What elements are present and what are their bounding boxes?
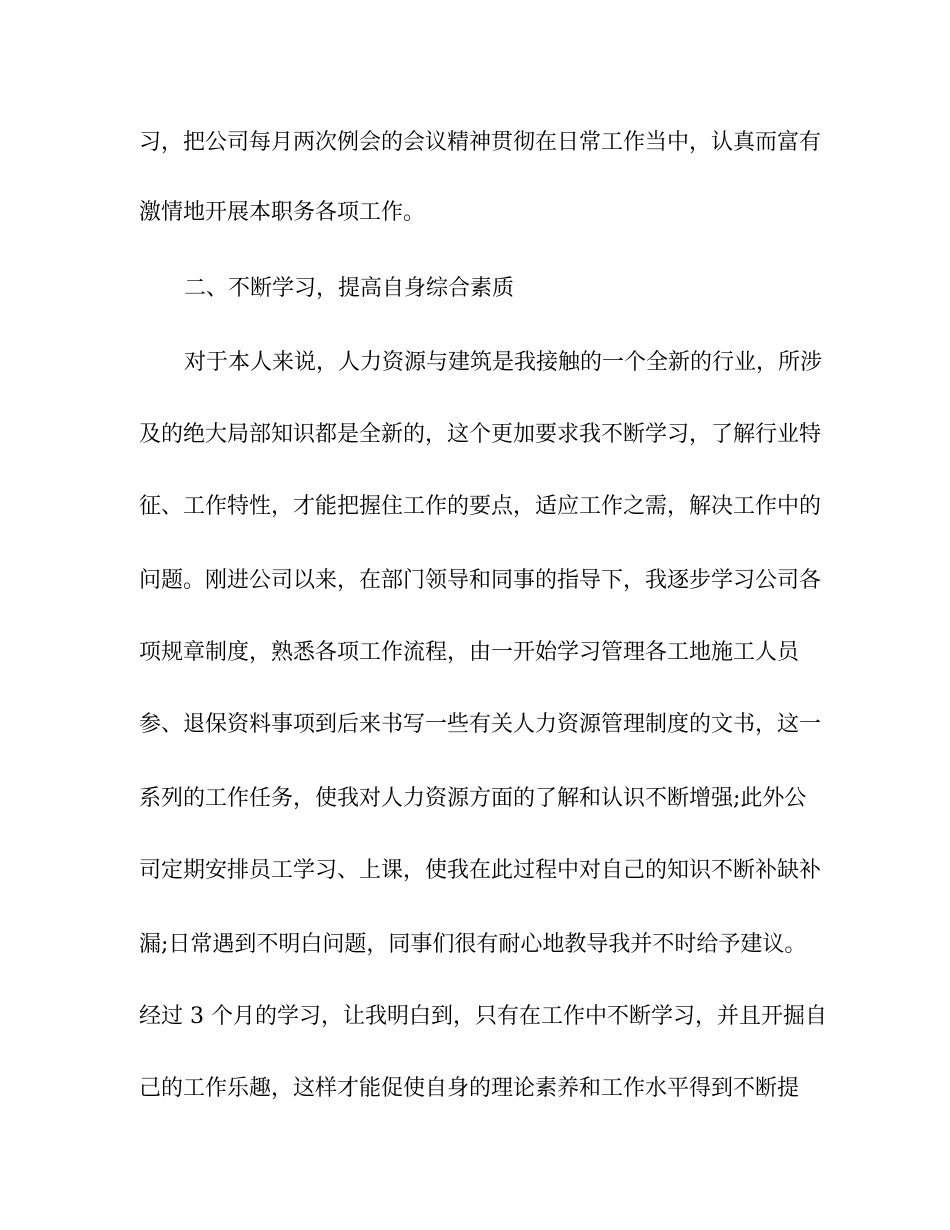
body-text-line: 对于本人来说，人力资源与建筑是我接触的一个全新的行业，所涉 <box>184 350 823 375</box>
body-text-line: 问题。刚进公司以来，在部门领导和同事的指导下，我逐步学习公司各 <box>139 568 822 593</box>
body-text-line: 司定期安排员工学习、上课，使我在此过程中对自己的知识不断补缺补 <box>139 858 822 883</box>
body-text-line: 征、工作特性，才能把握住工作的要点，适应工作之需，解决工作中的 <box>139 494 822 519</box>
section-heading: 二、不断学习，提高自身综合素质 <box>184 276 515 301</box>
body-text-line: 经过 3 个月的学习，让我明白到，只有在工作中不断学习，并且开掘自 <box>139 1004 827 1029</box>
body-text-line: 习，把公司每月两次例会的会议精神贯彻在日常工作当中，认真而富有 <box>139 130 822 155</box>
body-text-line: 及的绝大局部知识都是全新的，这个更加要求我不断学习，了解行业特 <box>139 422 822 447</box>
body-text-line: 激情地开展本职务各项工作。 <box>139 200 426 225</box>
body-text-line: 己的工作乐趣，这样才能促使自身的理论素养和工作水平得到不断提 <box>139 1076 800 1101</box>
body-text-line: 参、退保资料事项到后来书写一些有关人力资源管理制度的文书，这一 <box>139 712 822 737</box>
body-text-line: 系列的工作任务，使我对人力资源方面的了解和认识不断增强;此外公 <box>139 786 807 811</box>
body-text-line: 漏;日常遇到不明白问题，同事们很有耐心地教导我并不时给予建议。 <box>139 932 807 957</box>
body-text-line: 项规章制度，熟悉各项工作流程，由一开始学习管理各工地施工人员 <box>139 640 800 665</box>
